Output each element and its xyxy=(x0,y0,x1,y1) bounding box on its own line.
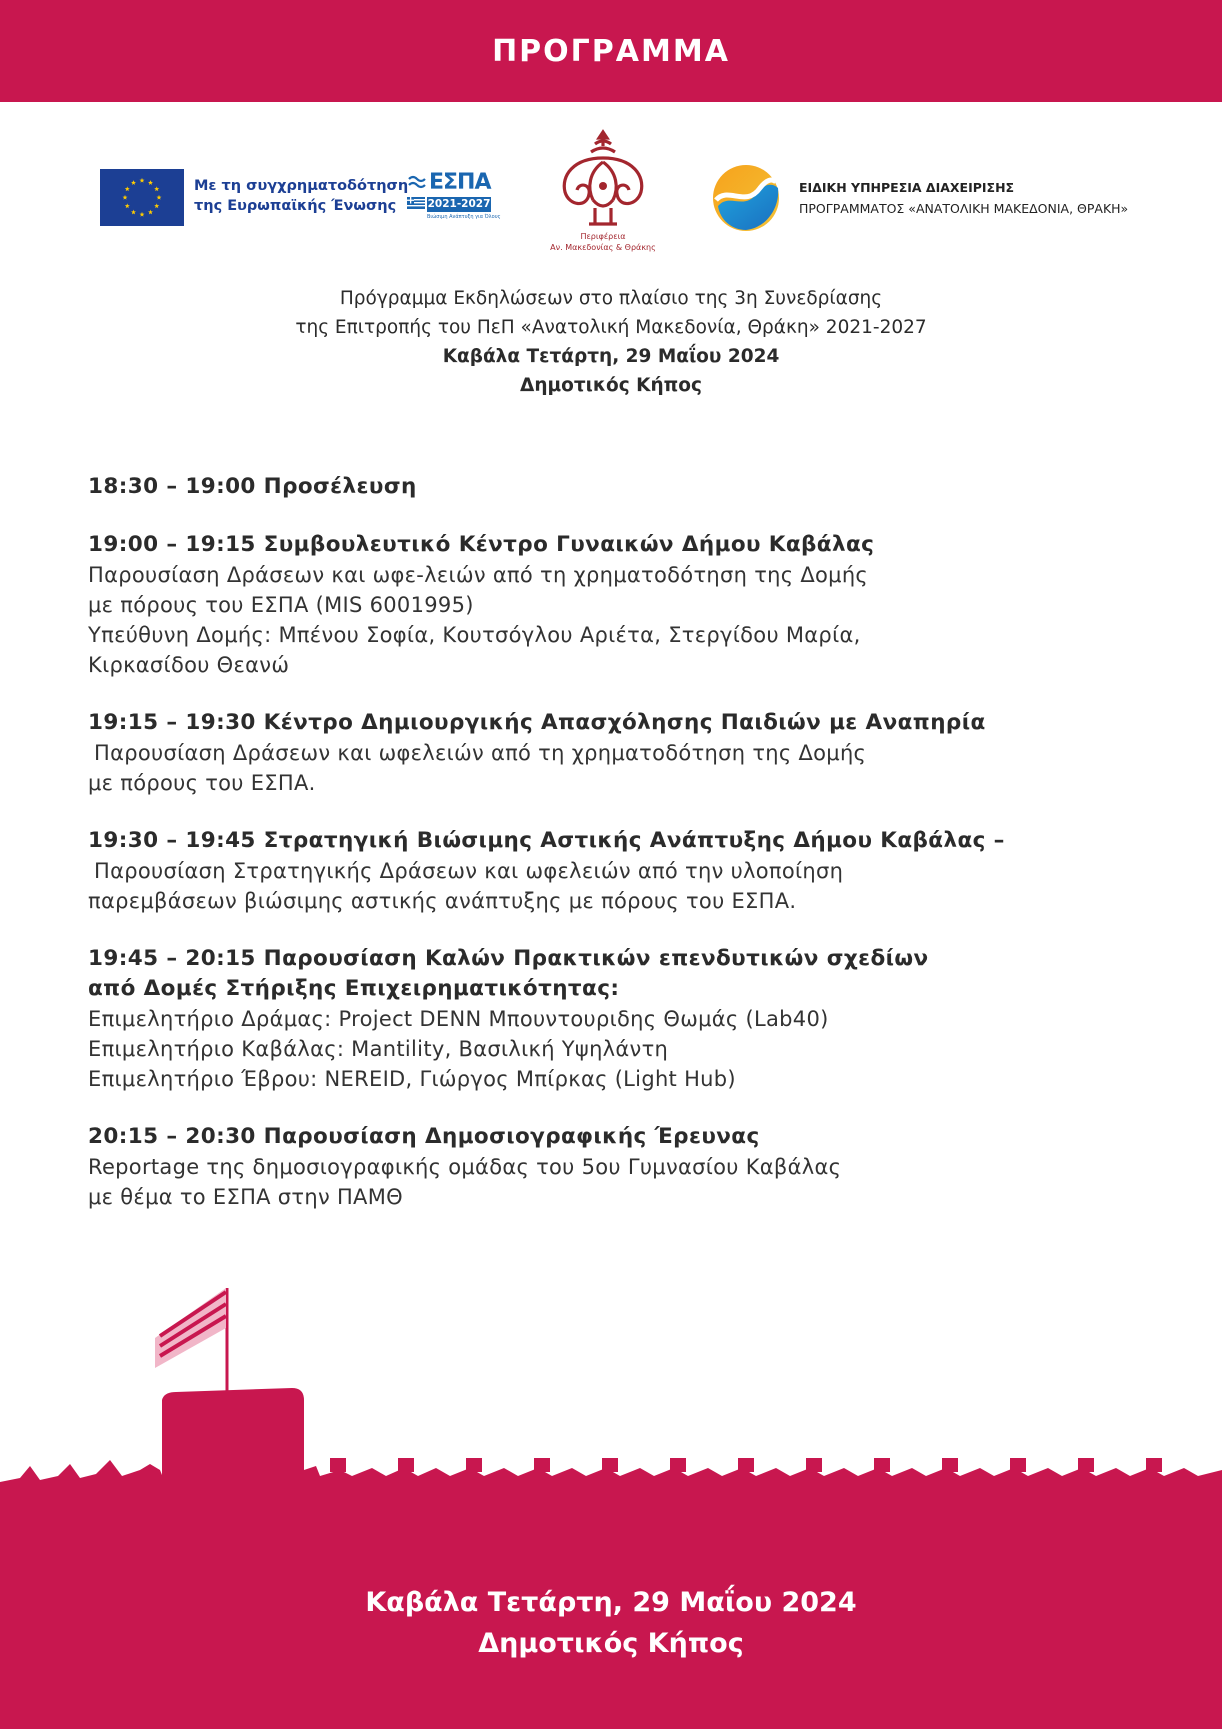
espa-logo xyxy=(407,170,501,228)
espa-years-badge: 2021-2027 xyxy=(427,198,491,210)
intro-line-2: της Επιτροπής του ΠεΠ «Ανατολική Μακεδονία, Θράκη» 2021-2027 xyxy=(295,317,927,338)
eu-line-2: της Ευρωπαϊκής Ένωσης xyxy=(194,198,397,214)
agenda-item-line: με πόρους του ΕΣΠΑ (MIS 6001995) xyxy=(88,593,474,617)
eu-flag-icon xyxy=(100,169,184,226)
espa-waves-icon xyxy=(407,174,427,192)
agenda-item xyxy=(88,530,1168,680)
agenda-item-line: Παρουσίαση Δράσεων και ωφε-λειών από τη χρηματοδότηση της Δομής xyxy=(88,563,869,587)
agenda-item xyxy=(88,708,1168,798)
greek-flag-small-icon xyxy=(407,197,425,209)
castle-skyline-illustration xyxy=(0,1270,1222,1520)
region-label xyxy=(535,231,671,253)
espa-subtitle: Βιώσιμη Ανάπτυξη για Όλους xyxy=(427,214,501,220)
agenda-item-line: Επιμελητήριο Καβάλας: Mantility, Βασιλική Υψηλάντη xyxy=(88,1037,669,1061)
agenda-item-title: 19:15 – 19:30 Κέντρο Δημιουργικής Απασχόλησης Παιδιών με Αναπηρία xyxy=(88,710,986,735)
footer-date: Καβάλα Τετάρτη, 29 Μαΐου 2024 xyxy=(365,1587,857,1618)
agenda-item-line: με πόρους του ΕΣΠΑ. xyxy=(88,771,316,795)
event-intro xyxy=(0,284,1222,400)
agenda-item-line: Κιρκασίδου Θεανώ xyxy=(88,653,290,677)
intro-date: Καβάλα Τετάρτη, 29 Μαΐου 2024 xyxy=(442,346,780,367)
intro-venue: Δημοτικός Κήπος xyxy=(520,375,702,396)
agenda-item xyxy=(88,826,1168,916)
agenda-item-line: Παρουσίαση Στρατηγικής Δράσεων και ωφελειών από την υλοποίηση xyxy=(94,859,844,883)
sdm-line-2: ΠΡΟΓΡΑΜΜΑΤΟΣ «ΑΝΑΤΟΛΙΚΗ ΜΑΚΕΔΟΝΙΑ, ΘΡΑΚΗ» xyxy=(799,201,1129,216)
footer-venue: Δημοτικός Κήπος xyxy=(478,1628,744,1659)
sdm-line-1: ΕΙΔΙΚΗ ΥΠΗΡΕΣΙΑ ΔΙΑΧΕΙΡΙΣΗΣ xyxy=(799,180,1015,195)
agenda-item-line: Reportage της δημοσιογραφικής ομάδας του 5ου Γυμνασίου Καβάλας xyxy=(88,1155,842,1179)
eu-line-1: Με τη συγχρηματοδότηση xyxy=(194,178,409,194)
agenda-item-title: 19:30 – 19:45 Στρατηγική Βιώσιμης Αστικής Ανάπτυξης Δήμου Καβάλας – xyxy=(88,828,1005,853)
logo-strip xyxy=(0,120,1222,260)
agenda-item-title-cont: από Δομές Στήριξης Επιχειρηματικότητας: xyxy=(88,976,620,1001)
footer-text xyxy=(0,1582,1222,1664)
agenda-item-title: 18:30 – 19:00 Προσέλευση xyxy=(88,474,417,499)
agenda-item-title: 19:45 – 20:15 Παρουσίαση Καλών Πρακτικών επενδυτικών σχεδίων xyxy=(88,946,929,971)
managing-authority-text xyxy=(799,177,1128,219)
greek-flag-icon xyxy=(155,1288,226,1368)
header-bar xyxy=(0,0,1222,102)
agenda-item-line: Επιμελητήριο Έβρου: NEREID, Γιώργος Μπίρκας (Light Hub) xyxy=(88,1067,736,1091)
agenda-item-line: Παρουσίαση Δράσεων και ωφελειών από τη χρηματοδότηση της Δομής xyxy=(94,741,867,765)
intro-line-1: Πρόγραμμα Εκδηλώσεων στο πλαίσιο της 3η Συνεδρίασης xyxy=(339,288,883,309)
agenda-item xyxy=(88,1122,1168,1212)
page-title: ΠΡΟΓΡΑΜΜΑ xyxy=(492,33,730,69)
agenda-item-title: 20:15 – 20:30 Παρουσίαση Δημοσιογραφικής Έρευνας xyxy=(88,1124,760,1149)
region-line-1: Περιφέρεια xyxy=(580,232,626,241)
agenda-item-line: παρεμβάσεων βιώσιμης αστικής ανάπτυξης με πόρους του ΕΣΠΑ. xyxy=(88,889,797,913)
agenda-item-line: Υπεύθυνη Δομής: Μπένου Σοφία, Κουτσόγλου Αριέτα, Στεργίδου Μαρία, xyxy=(88,623,861,647)
eu-cofunding-text xyxy=(194,176,408,216)
agenda-list xyxy=(88,472,1168,1240)
agenda-item-line: Επιμελητήριο Δράμας: Project DENN Μπουντουριδης Θωμάς (Lab40) xyxy=(88,1007,829,1031)
agenda-item-title: 19:00 – 19:15 Συμβουλευτικό Κέντρο Γυναικών Δήμου Καβάλας xyxy=(88,532,875,557)
agenda-item-line: με θέμα το ΕΣΠΑ στην ΠΑΜΘ xyxy=(88,1185,403,1209)
agenda-item xyxy=(88,472,1168,502)
region-line-2: Αν. Μακεδονίας & Θράκης xyxy=(550,243,656,252)
agenda-item xyxy=(88,944,1168,1094)
espa-title: ΕΣΠΑ xyxy=(429,170,491,195)
managing-authority-logo-icon xyxy=(710,162,782,234)
